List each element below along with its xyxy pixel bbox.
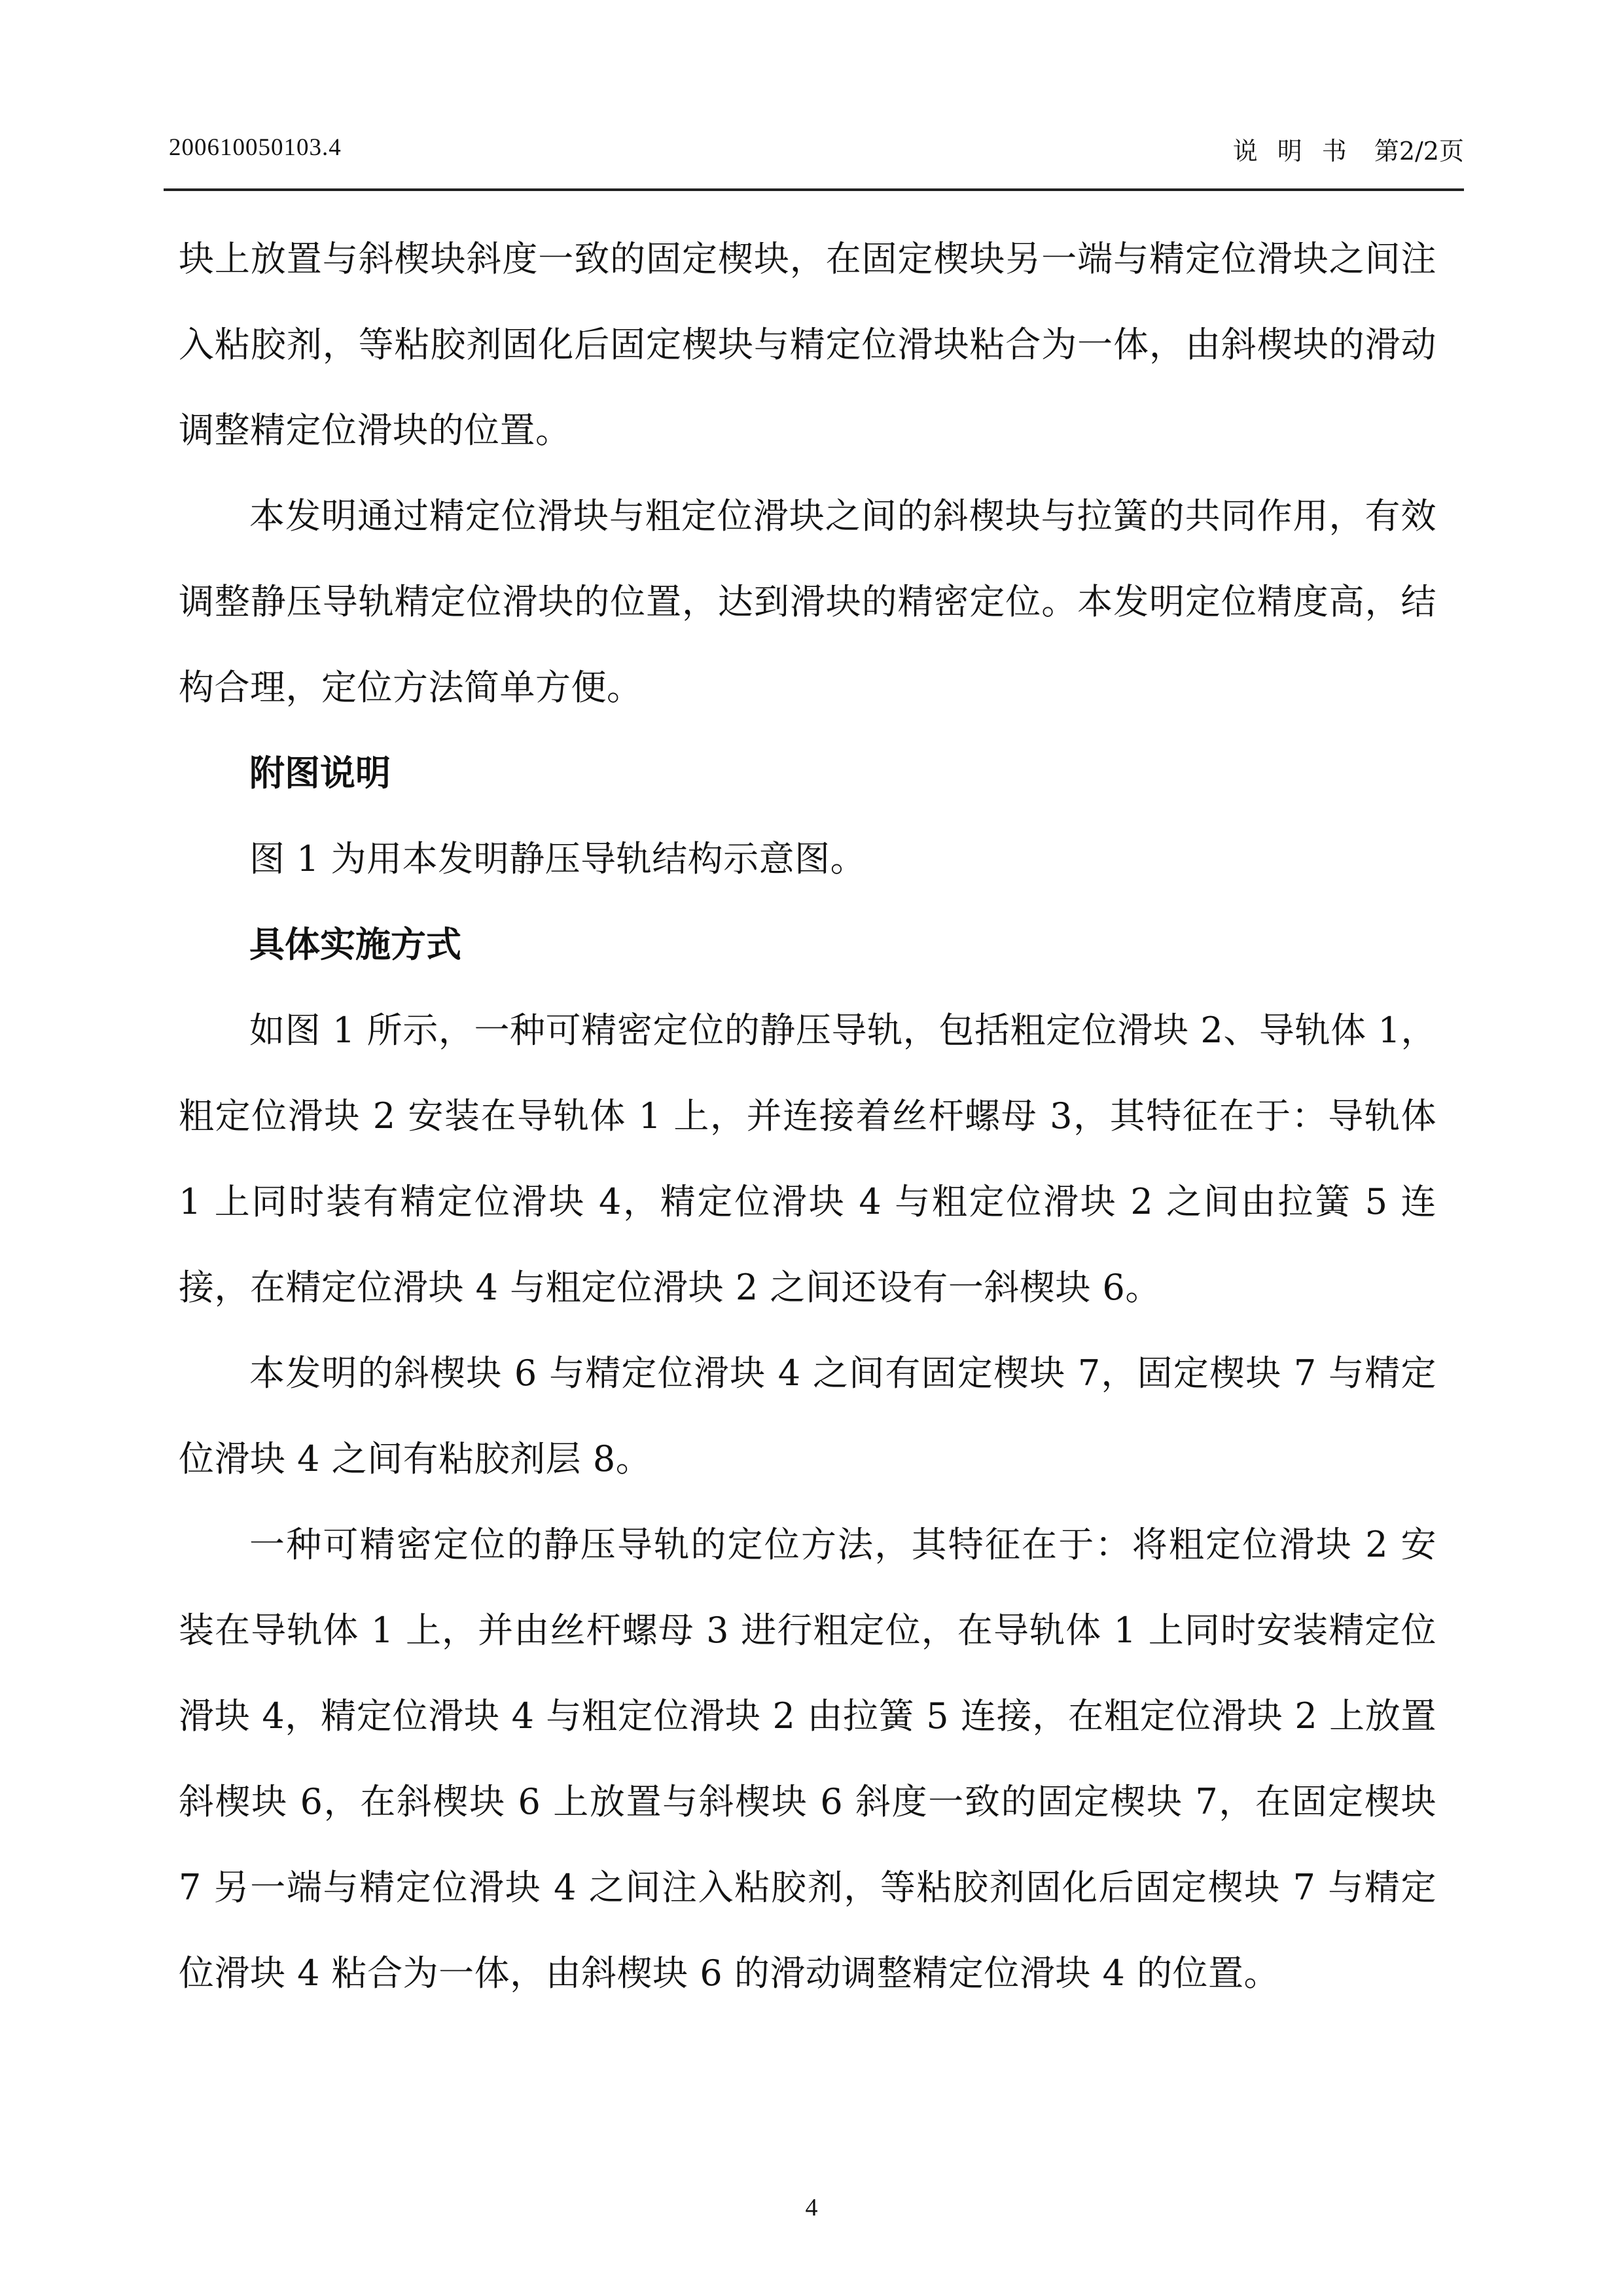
application-number: 200610050103.4	[169, 134, 342, 161]
document-type: 说明书	[1232, 137, 1366, 166]
section-heading-embodiment: 具体实施方式	[249, 923, 461, 965]
document-body	[179, 216, 1436, 2016]
paragraph-positioning-method: 一种可精密定位的静压导轨的定位方法，其特征在于：将粗定位滑块 2 安装在导轨体 1 上，并由丝杆螺母 3 进行粗定位，在导轨体 1 上同时安装精定位滑块 4，精定位滑块 4 与粗定位滑块 2 由拉簧 5 连接，在粗定位滑块 2 上放置斜楔块 6，在斜楔块 6 上放置与斜楔块 6 斜度一致的固定楔块 7，在固定楔块 7 另一端与精定位滑块 4 之间注入粘胶剂，等粘胶剂固化后固定楔块 7 与精定位滑块 4 粘合为一体，由斜楔块 6 的滑动调整精定位滑块 4 的位置。	[179, 1524, 1436, 1994]
header-right	[1233, 131, 1464, 167]
paragraph-embodiment-1: 如图 1 所示，一种可精密定位的静压导轨，包括粗定位滑块 2、导轨体 1，粗定位滑块 2 安装在导轨体 1 上，并连接着丝杆螺母 3，其特征在于：导轨体 1 上同时装有精定位滑块 4，精定位滑块 4 与粗定位滑块 2 之间由拉簧 5 连接，在精定位滑块 4 与粗定位滑块 2 之间还设有一斜楔块 6。	[179, 1010, 1436, 1308]
section-heading-figures: 附图说明	[249, 752, 391, 794]
paragraph-continuation: 块上放置与斜楔块斜度一致的固定楔块，在固定楔块另一端与精定位滑块之间注入粘胶剂，等粘胶剂固化后固定楔块与精定位滑块粘合为一体，由斜楔块的滑动调整精定位滑块的位置。	[179, 238, 1436, 451]
page-number: 4	[805, 2194, 818, 2221]
paragraph-summary: 本发明通过精定位滑块与粗定位滑块之间的斜楔块与拉簧的共同作用，有效调整静压导轨精定位滑块的位置，达到滑块的精密定位。本发明定位精度高，结构合理，定位方法简单方便。	[179, 495, 1436, 708]
header-divider	[164, 188, 1464, 191]
paragraph-figure-description: 图 1 为用本发明静压导轨结构示意图。	[249, 838, 866, 879]
page-label: 第2/2页	[1374, 137, 1464, 166]
page-header	[164, 128, 1464, 174]
paragraph-embodiment-2: 本发明的斜楔块 6 与精定位滑块 4 之间有固定楔块 7，固定楔块 7 与精定位滑块 4 之间有粘胶剂层 8。	[179, 1352, 1436, 1479]
